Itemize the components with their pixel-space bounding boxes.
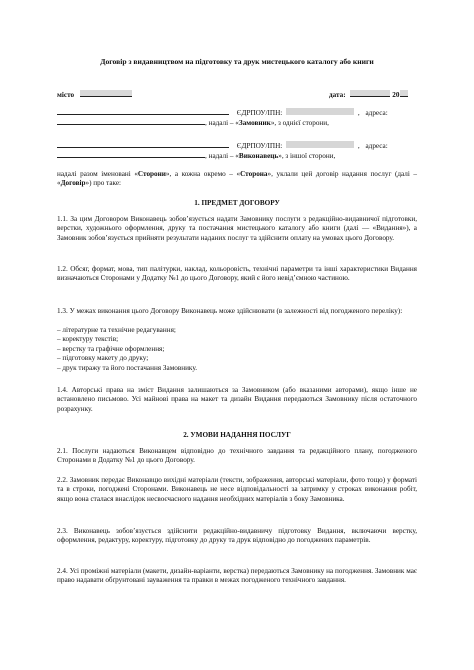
list-item: – підготовку макету до друку; xyxy=(57,354,149,363)
list-item: – друк тиражу та його постачання Замовнику. xyxy=(57,363,197,372)
executor-edrpou-field[interactable] xyxy=(286,141,354,148)
clause-1-1: 1.1. За цим Договором Виконавець зобов’язується надати Замовнику послуги з редакційно-видавничої підготовки, верстки, художнього оформлення, друку та постачання мистецького каталогу або книги (далі — «Видання»), а Замовник зобов’язується прийняти результати наданих послуг та здійснити оплату на умовах цього Договору. xyxy=(57,215,417,242)
executor-name-field[interactable] xyxy=(57,141,229,148)
services-list xyxy=(57,326,417,373)
section-2-heading: 2. УМОВИ НАДАННЯ ПОСЛУГ xyxy=(183,431,291,439)
preamble-paragraph: надалі разом іменовані «Сторони», а кожна окремо – «Сторона», уклали цей договір надання послуг (далі – «Договір») про таке: xyxy=(57,170,418,188)
clause-2-2: 2.2. Замовник передає Виконавцю вихідні матеріали (тексти, зображення, авторські матеріали, фото тощо) у форматі та в строки, погоджені Сторонами. Виконавець не несе відповідальності за затримку у строках виконання робіт, якщо вона сталася внаслідок несвоєчасного надання необхідних матеріалів з боку Замовника. xyxy=(57,476,417,503)
list-item: – верстку та графічне оформлення; xyxy=(57,344,165,353)
customer-name-field[interactable] xyxy=(57,108,229,115)
customer-edrpou-field[interactable] xyxy=(286,108,354,115)
clause-2-4: 2.4. Усі проміжні матеріали (макети, дизайн-варіанти, верстка) передаються Замовнику на погодження. Замовник має право надавати обґрунтовані зауваження та правки в межах погодженого технічного завдання. xyxy=(57,567,417,585)
executor-edrpou-label: ЄДРПОУ/ІПН: xyxy=(236,142,283,150)
customer-address-label: адреса: xyxy=(365,109,388,117)
section-1-heading: 1. ПРЕДМЕТ ДОГОВОРУ xyxy=(194,199,280,207)
year-field[interactable] xyxy=(400,90,408,97)
executor-term: Виконавець xyxy=(238,152,279,160)
customer-term: Замовник xyxy=(238,119,271,127)
year-label: 20 xyxy=(392,91,400,99)
document-title: Договір з видавництвом на підготовку та друк мистецького каталогу або книги xyxy=(100,57,374,66)
date-block xyxy=(329,90,408,100)
customer-row-1: ЄДРПОУ/ІПН: , адреса: xyxy=(57,108,417,118)
date-field[interactable] xyxy=(350,90,390,97)
executor-row-1: ЄДРПОУ/ІПН: , адреса: xyxy=(57,141,417,151)
clause-1-2: 1.2. Обсяг, формат, мова, тип палітурки, наклад, кольоровість, технічні параметри та інші характеристики Видання визначаються Сторонами у Додатку №1 до цього Договору, який є його невід’ємною частиною. xyxy=(57,265,417,283)
city-field[interactable] xyxy=(80,90,132,97)
executor-address-field[interactable] xyxy=(57,151,205,158)
executor-address-label: адреса: xyxy=(365,142,388,150)
date-label: дата: xyxy=(329,91,346,99)
clause-1-4: 1.4. Авторські права на зміст Видання залишаються за Замовником (або вказаними авторами), якщо інше не встановлено письмово. Усі майнові права на макет та дизайн Видання передаються Замовнику після остаточного розрахунку. xyxy=(57,386,417,413)
clause-2-1: 2.1. Послуги надаються Виконавцем відповідно до технічного завдання та редакційного плану, погодженого Сторонами в Додатку №1 до цього Договору. xyxy=(57,447,417,465)
customer-edrpou-label: ЄДРПОУ/ІПН: xyxy=(236,109,283,117)
clause-2-3: 2.3. Виконавець зобов’язується здійснити редакційно-видавничу підготовку Видання, включаючи верстку, оформлення, редактуру, коректуру, підготовку до друку та друк відповідно до погоджених параметрів. xyxy=(57,527,417,545)
city-date-row xyxy=(57,90,417,100)
customer-row-2: , надалі – «Замовник», з однієї сторони, xyxy=(57,118,417,128)
list-item: – літературне та технічне редагування; xyxy=(57,326,176,334)
clause-1-3: 1.3. У межах виконання цього Договору Виконавець може здійснювати (в залежності від погодженого переліку): xyxy=(57,307,403,315)
city-label: місто xyxy=(57,91,75,99)
customer-address-field[interactable] xyxy=(57,118,205,125)
executor-row-2: , надалі – «Виконавець», з іншої сторони, xyxy=(57,151,417,161)
list-item: – коректуру текстів; xyxy=(57,335,119,344)
